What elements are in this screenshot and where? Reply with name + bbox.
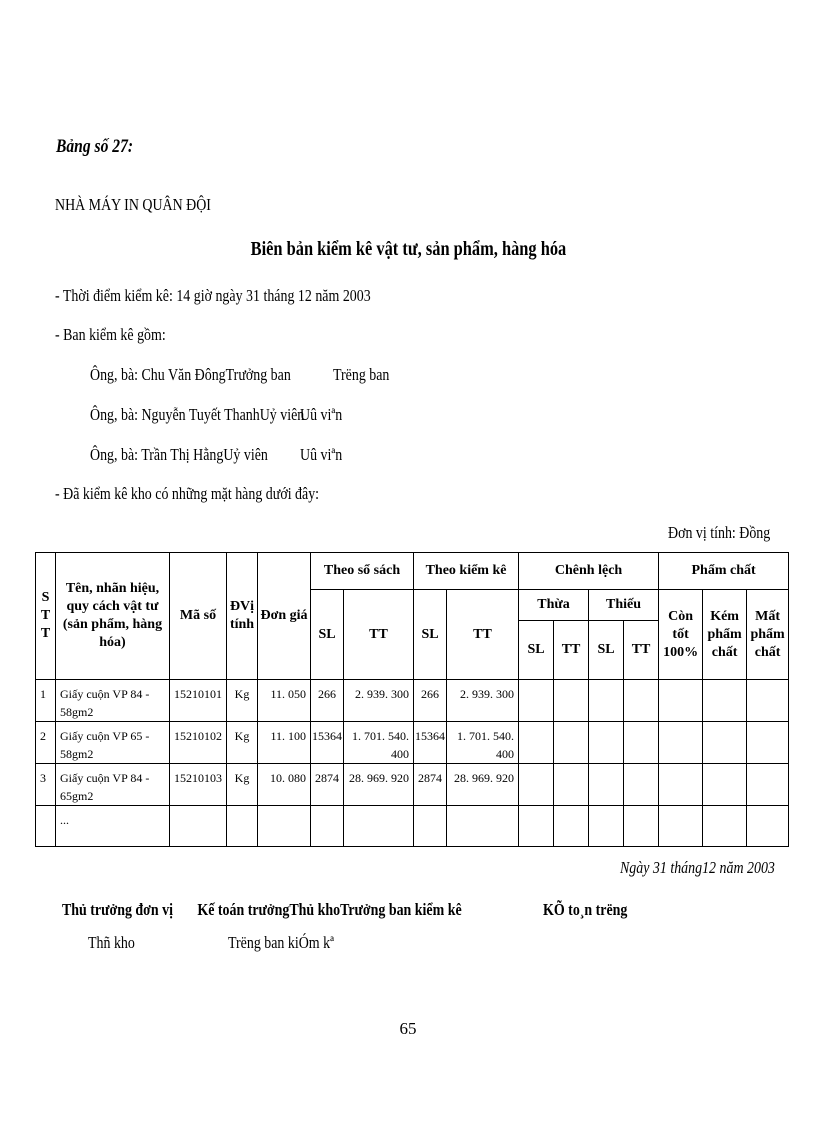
cell-count-sl: 15364 — [414, 722, 447, 764]
cell-unit: Kg — [227, 722, 258, 764]
header-good: Còn tốt 100% — [659, 590, 703, 680]
cell-item-name: Giấy cuộn VP 84 - 58gm2 — [56, 680, 170, 722]
header-book-tt: TT — [344, 590, 414, 680]
header-difference: Chênh lệch — [519, 553, 659, 590]
cell-ellipsis: ... — [56, 806, 170, 847]
header-lost: Mất phẩm chất — [747, 590, 789, 680]
currency-unit: Đơn vị tính: Đồng — [668, 523, 771, 542]
cell-book-tt: 2. 939. 300 — [344, 680, 414, 722]
organization-name: NHÀ MÁY IN QUÂN ĐỘI — [55, 195, 211, 214]
member-role: Uû viªn — [300, 405, 343, 424]
table-row — [36, 764, 789, 806]
header-code: Mã số — [170, 553, 227, 680]
header-price: Đơn giá — [258, 553, 311, 680]
cell-count-tt: 28. 969. 920 — [447, 764, 519, 806]
header-count-sl: SL — [414, 590, 447, 680]
cell-unit: Kg — [227, 680, 258, 722]
cell-code: 15210101 — [170, 680, 227, 722]
member-name: Ông, bà: Chu Văn ĐôngTrưởng ban — [90, 365, 291, 384]
header-item-name: Tên, nhãn hiệu, quy cách vật tư (sản phẩm, hàng hóa) — [56, 553, 170, 680]
cell-price: 11. 100 — [258, 722, 311, 764]
cell-book-sl: 2874 — [311, 764, 344, 806]
table-label: Bảng số 27: — [56, 136, 134, 157]
table-row — [36, 806, 789, 847]
header-shortage-tt: TT — [624, 621, 659, 680]
header-book-sl: SL — [311, 590, 344, 680]
member-role: Trëng ban — [333, 365, 390, 384]
cell-code: 15210103 — [170, 764, 227, 806]
header-shortage-sl: SL — [589, 621, 624, 680]
header-poor: Kém phẩm chất — [703, 590, 747, 680]
header-book: Theo sổ sách — [311, 553, 414, 590]
committee-intro: - Ban kiểm kê gồm: — [55, 325, 166, 344]
cell-count-sl: 266 — [414, 680, 447, 722]
checked-statement: - Đã kiểm kê kho có những mặt hàng dưới đây: — [55, 484, 320, 503]
cell-price: 11. 050 — [258, 680, 311, 722]
document-title: Biên bản kiểm kê vật tư, sản phẩm, hàng hóa — [250, 238, 566, 260]
cell-stt: 2 — [36, 722, 56, 764]
inventory-table — [35, 552, 789, 847]
table-row — [36, 722, 789, 764]
cell-count-tt: 1. 701. 540. 400 — [447, 722, 519, 764]
cell-book-tt: 1. 701. 540. 400 — [344, 722, 414, 764]
cell-item-name: Giấy cuộn VP 84 - 65gm2 — [56, 764, 170, 806]
page-number: 65 — [399, 1019, 417, 1038]
signature-committee-head: Trëng ban kiÓm kª — [228, 933, 334, 952]
cell-stt: 1 — [36, 680, 56, 722]
cell-book-sl: 15364 — [311, 722, 344, 764]
header-shortage: Thiếu — [589, 590, 659, 621]
member-name: Ông, bà: Nguyễn Tuyết ThanhUỷ viên — [90, 405, 305, 424]
cell-stt: 3 — [36, 764, 56, 806]
member-name: Ông, bà: Trần Thị HằngUỷ viên — [90, 445, 268, 464]
member-role: Uû viªn — [300, 445, 343, 464]
cell-unit: Kg — [227, 764, 258, 806]
header-surplus-sl: SL — [519, 621, 554, 680]
header-surplus-tt: TT — [554, 621, 589, 680]
header-stt: S T T — [36, 553, 56, 680]
header-count-tt: TT — [447, 590, 519, 680]
cell-item-name: Giấy cuộn VP 65 - 58gm2 — [56, 722, 170, 764]
signature-chief-accountant: KÕ to¸n trëng — [543, 900, 628, 919]
signatures-line: Thủ trưởng đơn vị Kế toán trưởngThủ khoTrưởng ban kiểm kê — [62, 900, 462, 919]
header-quality: Phẩm chất — [659, 553, 789, 590]
table-row — [36, 680, 789, 722]
header-count: Theo kiểm kê — [414, 553, 519, 590]
header-surplus: Thừa — [519, 590, 589, 621]
cell-count-tt: 2. 939. 300 — [447, 680, 519, 722]
cell-code: 15210102 — [170, 722, 227, 764]
signature-storekeeper: Thñ kho — [88, 933, 135, 952]
inventory-time: - Thời điểm kiểm kê: 14 giờ ngày 31 tháng 12 năm 2003 — [55, 286, 371, 305]
signing-date: Ngày 31 tháng12 năm 2003 — [620, 858, 775, 877]
cell-price: 10. 080 — [258, 764, 311, 806]
cell-book-tt: 28. 969. 920 — [344, 764, 414, 806]
header-unit: ĐVị tính — [227, 553, 258, 680]
cell-book-sl: 266 — [311, 680, 344, 722]
cell-count-sl: 2874 — [414, 764, 447, 806]
